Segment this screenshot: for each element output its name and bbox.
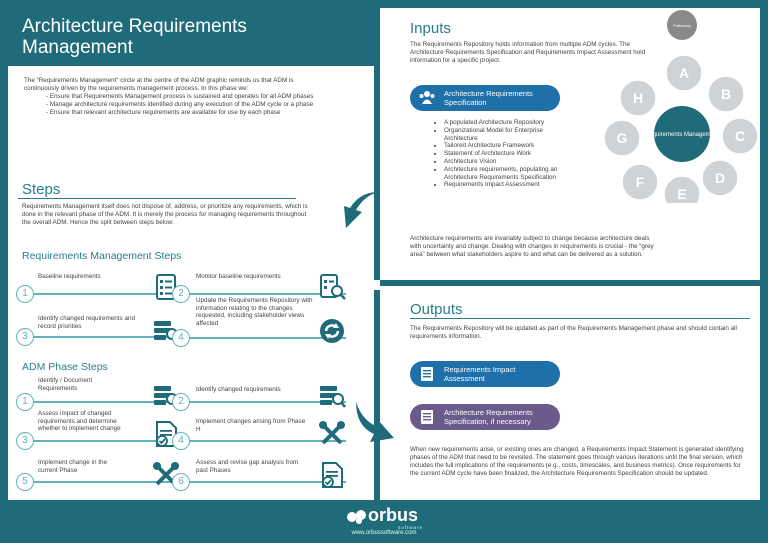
footer-url-link[interactable]: www.orbussoftware.com xyxy=(351,530,417,536)
step-number: 4 xyxy=(172,432,190,450)
orbus-logo-mark-icon xyxy=(346,509,368,525)
curved-arrow-right-icon xyxy=(352,400,402,450)
adm-steps-heading: ADM Phase Steps xyxy=(22,361,108,373)
adm-step-1 xyxy=(16,375,186,411)
step-number: 1 xyxy=(16,393,34,411)
rm-step-4 xyxy=(172,297,352,347)
preliminary-label: Preliminary xyxy=(673,24,691,28)
adm-step-6 xyxy=(172,455,352,491)
inputs-paragraph: The Requirements Repository holds information from multiple ADM cycles. The Architecture Requirements Specification and Requirements Impact Assessment hold information for a specific project. xyxy=(410,41,646,64)
step-number: 4 xyxy=(172,329,190,347)
step-number: 6 xyxy=(172,473,190,491)
adm-cycle-diagram xyxy=(600,8,760,203)
sync-icon xyxy=(318,317,346,345)
list-item: • Requirements Impact Assessment xyxy=(444,181,566,189)
steps-rule xyxy=(18,198,296,199)
horizontal-divider xyxy=(380,280,760,286)
intro-paragraph: The “Requirements Management” circle at the centre of the ADM graphic reminds us that ADM is continuously driven by the requirements management process. In this phase we: xyxy=(24,77,294,92)
steps-heading: Steps xyxy=(22,181,61,198)
steps-paragraph: Requirements Management itself does not dispose of, address, or prioritize any requirements, which is done in the relevant phase of the ADM. It is merely the process for managing requirements throughout the overall ADM. Hence the split between steps below: xyxy=(22,203,308,226)
inputs-heading: Inputs xyxy=(410,20,451,37)
logo-subtitle: software xyxy=(398,525,424,530)
outputs-paragraph-2: When new requirements arise, or existing ones are changed, a Requirements Impact Statement is generated identifying phases of the ADM that need to be revisited. The statement goes through various iterations until the final version, which includes the full implications of the requirements (e.g., costs, timescales, and business metrics). Once requirements for the current ADM cycle have been finalized, the Architecture Requirements Specification should be updated. xyxy=(410,446,744,477)
step-number: 2 xyxy=(172,393,190,411)
inputs-list xyxy=(436,119,566,189)
adm-step-5 xyxy=(16,455,186,491)
list-item: • Organizational Model for Enterprise Architecture xyxy=(444,127,566,143)
intro-bullet: - Manage architecture requirements identified during any execution of the ADM cycle or a phase xyxy=(46,101,314,109)
step-text: Identify / Document Requirements xyxy=(38,377,93,392)
adm-step-3 xyxy=(16,410,186,450)
intro-bullets xyxy=(46,93,314,117)
pill-label: Architecture Requirements Specification, if necessary xyxy=(444,408,533,426)
step-text: Identify changed requirements and record priorities xyxy=(38,315,135,330)
step-text: Identify changed requirements xyxy=(196,386,281,393)
step-text: Baseline requirements xyxy=(38,273,101,280)
vertical-divider xyxy=(374,8,380,280)
intro-section xyxy=(24,77,314,117)
rm-step-1 xyxy=(16,267,186,303)
outputs-paragraph: The Requirements Repository will be updated as part of the Requirements Management phase and should contain all requirements information. xyxy=(410,325,737,340)
phase-h-label: H xyxy=(632,90,644,106)
inputs-paragraph-2: Architecture requirements are invariably subject to change because architecture deals with uncertainty and change. Dealing with changes in requirements is crucial - the “grey area” between what stakeholders aspire to and what can be delivered as a solution. xyxy=(410,235,654,258)
list-item: • Tailored Architecture Framework xyxy=(444,142,566,150)
output-pill-2 xyxy=(410,404,560,430)
step-number: 1 xyxy=(16,285,34,303)
list-item: • A populated Architecture Repository xyxy=(444,119,566,127)
requirements-management-label: Requirements Management xyxy=(644,132,720,138)
phase-e-label: E xyxy=(677,186,687,202)
output-pill-1 xyxy=(410,361,560,387)
curved-arrow-left-icon xyxy=(334,188,384,238)
input-pill xyxy=(410,85,560,111)
document-list-icon xyxy=(418,366,436,382)
list-item: • Statement of Architecture Work xyxy=(444,150,566,158)
document-list-icon xyxy=(418,409,436,425)
list-item: • Architecture Vision xyxy=(444,158,566,166)
phase-b-label: B xyxy=(720,86,732,102)
rm-steps-heading: Requirements Management Steps xyxy=(22,250,182,262)
page-title: Architecture Requirements Management xyxy=(22,16,247,58)
step-number: 5 xyxy=(16,473,34,491)
intro-bullet: - Ensure that Requirements Management process is sustained and operates for all ADM phases xyxy=(46,93,314,101)
vertical-divider-lower xyxy=(374,290,380,500)
step-text: Assess impact of changed requirements and determine whether to implement change xyxy=(38,410,121,432)
phase-g-label: G xyxy=(616,130,628,146)
step-text: Implement change in the current Phase xyxy=(38,459,107,474)
step-text: Monitor baseline requirements xyxy=(196,273,281,280)
step-text: Implement changes arising from Phase H xyxy=(196,418,306,433)
outputs-heading: Outputs xyxy=(410,301,463,318)
step-number: 3 xyxy=(16,432,34,450)
step-text: Assess and revise gap analysis from past Phases xyxy=(196,459,299,474)
database-search-icon xyxy=(318,381,346,409)
step-text: Update the Requirements Repository with information relating to the changes requested, including stakeholder views affected xyxy=(196,297,313,327)
phase-a-label: A xyxy=(678,65,690,81)
title-banner xyxy=(8,8,374,66)
outputs-rule xyxy=(410,318,750,319)
logo-word: orbus xyxy=(368,505,419,525)
document-check-icon xyxy=(318,461,346,489)
step-number: 3 xyxy=(16,328,34,346)
phase-f-label: F xyxy=(635,174,645,190)
adm-step-4 xyxy=(172,414,352,450)
phase-d-label: D xyxy=(714,170,726,186)
pill-label: Requirements Impact Assessment xyxy=(444,365,516,383)
tools-icon xyxy=(318,420,346,448)
phase-c-label: C xyxy=(734,128,746,144)
intro-bullet: - Ensure that relevant architecture requirements are available for use by each phase xyxy=(46,109,314,117)
rm-step-3 xyxy=(16,310,186,346)
pill-label: Architecture Requirements Specification xyxy=(444,89,533,107)
adm-step-2 xyxy=(172,375,352,411)
list-item: • Architecture requirements, populating an Architecture Requirements Specification xyxy=(444,166,566,182)
step-number: 2 xyxy=(172,285,190,303)
people-icon xyxy=(418,90,436,106)
